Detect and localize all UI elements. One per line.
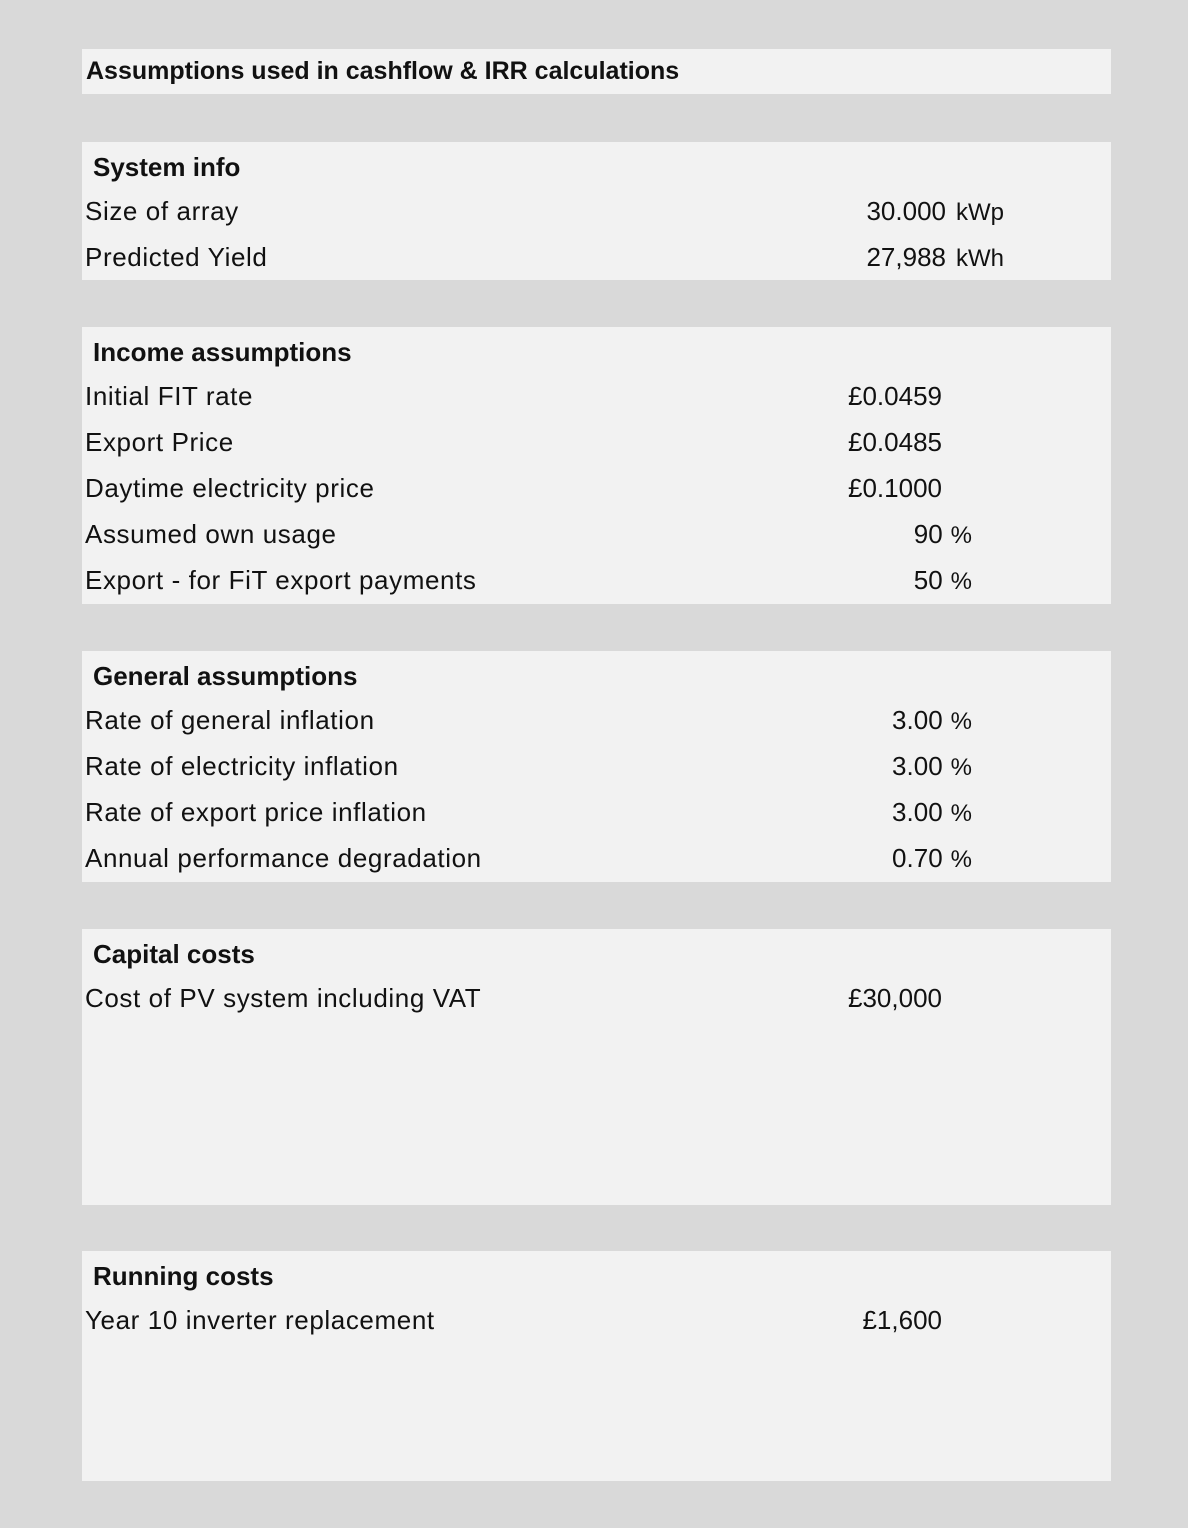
- section-running-costs: [82, 1251, 1111, 1481]
- row-label: Rate of electricity inflation: [85, 751, 399, 781]
- row-inverter-replacement: [82, 1297, 1111, 1343]
- row-label: Initial FIT rate: [85, 381, 254, 411]
- row-label: Assumed own usage: [85, 519, 337, 549]
- row-number: 50: [913, 565, 943, 595]
- row-number: 3.00: [892, 751, 943, 781]
- row-performance-degradation: [82, 835, 1111, 881]
- row-label: Rate of export price inflation: [85, 797, 427, 827]
- section-heading: System info: [93, 152, 241, 182]
- row-unit: %: [950, 800, 972, 827]
- row-unit: %: [950, 754, 972, 781]
- row-general-inflation: [82, 697, 1111, 743]
- row-value: £0.1000: [848, 473, 942, 503]
- row-unit: %: [950, 522, 972, 549]
- row-number: 90: [913, 519, 943, 549]
- row-label: Export Price: [85, 427, 234, 457]
- row-label: Year 10 inverter replacement: [85, 1305, 435, 1335]
- row-export-price-inflation: [82, 789, 1111, 835]
- row-daytime-electricity-price: [82, 465, 1111, 511]
- row-unit: kWp: [956, 199, 1004, 226]
- row-value: £0.0459: [848, 381, 942, 411]
- row-size-of-array: [82, 188, 1111, 234]
- row-label: Daytime electricity price: [85, 473, 375, 503]
- row-value: [892, 797, 972, 828]
- row-initial-fit-rate: [82, 373, 1111, 419]
- row-value: [892, 751, 972, 782]
- row-unit: %: [950, 568, 972, 595]
- row-label: Annual performance degradation: [85, 843, 482, 873]
- row-value: £1,600: [862, 1305, 942, 1335]
- row-value: [914, 565, 972, 596]
- row-export-price: [82, 419, 1111, 465]
- section-heading: Running costs: [93, 1261, 274, 1291]
- row-electricity-inflation: [82, 743, 1111, 789]
- row-value: [892, 705, 972, 736]
- row-number: 3.00: [892, 797, 943, 827]
- row-value: [892, 843, 972, 874]
- section-general-assumptions: [82, 651, 1111, 882]
- section-income-assumptions: [82, 327, 1111, 604]
- row-export-fit-payments: [82, 557, 1111, 603]
- row-number: 27,988: [866, 242, 946, 272]
- row-label: Rate of general inflation: [85, 705, 375, 735]
- row-pv-system-cost: [82, 975, 1111, 1021]
- row-number: 30.000: [866, 196, 946, 226]
- row-label: Size of array: [85, 196, 239, 226]
- row-assumed-own-usage: [82, 511, 1111, 557]
- row-unit: kWh: [956, 245, 1004, 272]
- row-value: [866, 196, 1004, 227]
- section-heading: Income assumptions: [93, 337, 352, 367]
- row-label: Export - for FiT export payments: [85, 565, 477, 595]
- row-label: Predicted Yield: [85, 242, 268, 272]
- row-predicted-yield: [82, 234, 1111, 280]
- row-unit: %: [950, 708, 972, 735]
- page-title: Assumptions used in cashflow & IRR calculations: [86, 57, 680, 85]
- row-number: 3.00: [892, 705, 943, 735]
- section-heading: Capital costs: [93, 939, 255, 969]
- section-capital-costs: [82, 929, 1111, 1205]
- row-number: 0.70: [892, 843, 943, 873]
- row-label: Cost of PV system including VAT: [85, 983, 482, 1013]
- section-system-info: [82, 142, 1111, 280]
- row-value: £0.0485: [848, 427, 942, 457]
- title-bar: [82, 49, 1111, 94]
- section-heading: General assumptions: [93, 661, 358, 691]
- row-value: £30,000: [848, 983, 942, 1013]
- row-value: [866, 242, 1004, 273]
- row-unit: %: [950, 846, 972, 873]
- row-value: [914, 519, 972, 550]
